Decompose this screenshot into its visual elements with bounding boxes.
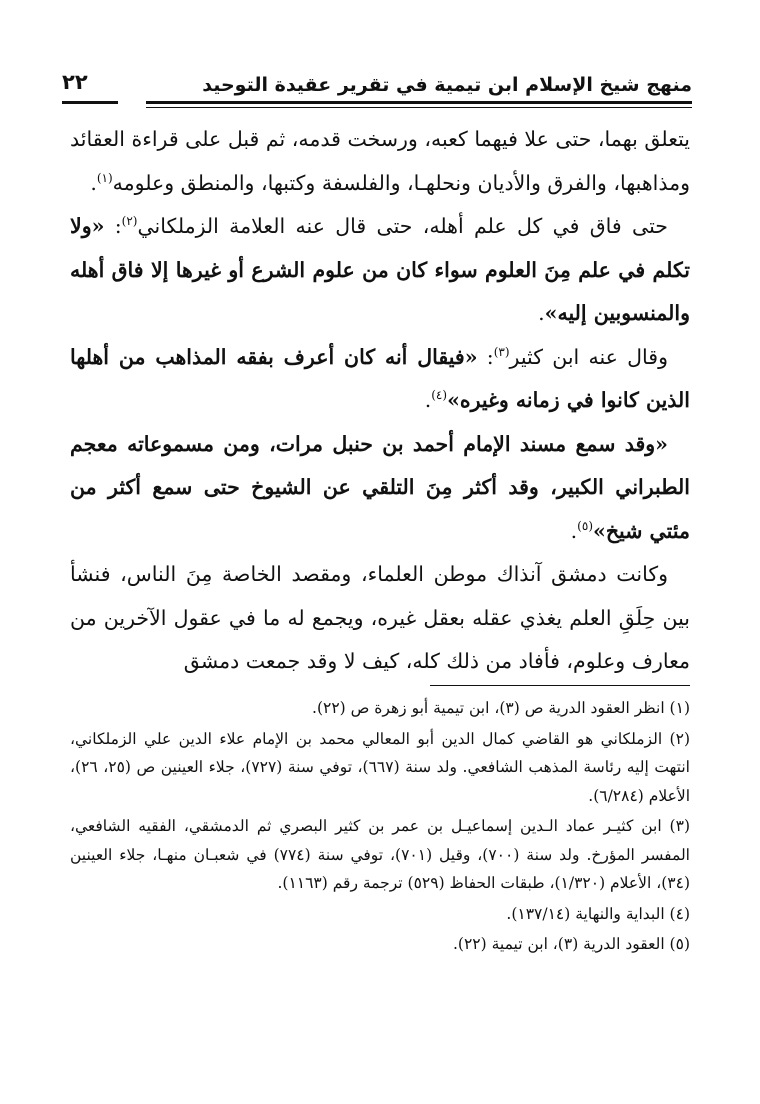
footnote-2: (٢) الزملكاني هو القاضي كمال الدين أبو المعالي محمد بن الإمام علاء الدين علي الزملكاني، انتهت إليه رئاسة المذهب الشافعي. ولد سنة (٦٦٧)، توفي سنة (٧٢٧)، جلاء العينين ص (٢٥، ٢٦)، الأعلام (٦/٢٨٤).	[70, 729, 690, 805]
quote-musnad: «وقد سمع مسند الإمام أحمد بن حنبل مرات، ومن مسموعاته معجم الطبراني الكبير، وقد أكثر مِنَ التلقي عن الشيوخ حتى سمع أكثر من مئتي شيخ»	[70, 431, 690, 543]
footnote-5: (٥) العقود الدرية (٣)، ابن تيمية (٢٢).	[452, 935, 690, 953]
footnote-ref-1: (١)	[96, 170, 113, 185]
page-number-rule	[62, 101, 118, 104]
footnote-ref-2: (٢)	[121, 214, 138, 229]
page-header	[62, 70, 692, 110]
footnote-1: (١) انظر العقود الدرية ص (٣)، ابن تيمية أبو زهرة ص (٢٢).	[312, 699, 690, 717]
paragraph-2-colon: :	[104, 214, 122, 238]
paragraph-4-end: .	[570, 518, 578, 543]
paragraph-2	[70, 205, 690, 336]
footnote-separator	[430, 685, 690, 686]
page-number: ٢٢	[62, 70, 88, 94]
running-title: منهج شيخ الإسلام ابن تيمية في تقرير عقيدة التوحيد	[202, 74, 692, 96]
paragraph-2-text: حتى فاق في كل علم أهله، حتى قال عنه العلامة الزملكاني	[137, 214, 668, 238]
footnotes	[70, 694, 690, 961]
header-rule-thick	[146, 101, 692, 104]
paragraph-1	[70, 118, 690, 205]
footnote-ref-5: (٥)	[577, 518, 593, 533]
paragraph-1-end: .	[90, 170, 97, 195]
header-rule-thin	[146, 107, 692, 108]
paragraph-1-text: يتعلق بهما، حتى علا فيهما كعبه، ورسخت قدمه، ثم قبل على قراءة العقائد ومذاهبها، والفرق والأديان ونحلهـا، والفلسفة وكتبها، والمنطق وعلومه	[70, 127, 690, 195]
paragraph-3	[70, 336, 690, 423]
footnote-ref-3: (٣)	[493, 344, 510, 359]
paragraph-5	[70, 553, 690, 684]
paragraph-4	[70, 423, 690, 554]
paragraph-3-colon: :	[477, 344, 494, 369]
quote-ibn-kathir: «فيقال أنه كان أعرف بفقه المذاهب من أهلها الذين كانوا في زمانه وغيره»	[70, 344, 690, 412]
paragraph-2-end: .	[538, 301, 545, 325]
footnote-ref-4: (٤)	[431, 388, 448, 403]
main-text	[70, 118, 690, 684]
quote-zamalkani: «ولا تكلم في علم مِنَ العلوم سواء كان من علوم الشرع أو غيرها إلا فاق أهله والمنسوبين إليه»	[70, 214, 690, 325]
paragraph-3-end: .	[424, 388, 432, 412]
paragraph-5-text: وكانت دمشق آنذاك موطن العلماء، ومقصد الخاصة مِنَ الناس، فنشأ بين حِلَقِ العلم يغذي عقله بعقل غيره، ويجمع له ما في عقول الآخرين من معارف وعلوم، فأفاد من ذلك كله، كيف لا وقد جمعت دمشق	[70, 562, 690, 673]
paragraph-3-text: وقال عنه ابن كثير	[509, 344, 668, 369]
footnote-4: (٤) البداية والنهاية (١٣٧/١٤).	[506, 904, 690, 923]
footnote-3: (٣) ابن كثيـر عماد الـدين إسماعيـل بن عمر بن كثير البصري ثم الدمشقي، الفقيه الشافعي، المفسر المؤرخ. ولد سنة (٧٠٠)، وقيل (٧٠١)، توفي سنة (٧٧٤) في شعبـان منهـا، جلاء العينين (٣٤)، الأعلام (١/٣٢٠)، طبقات الحفاظ (٥٢٩) ترجمة رقم (١١٦٣).	[70, 817, 690, 892]
